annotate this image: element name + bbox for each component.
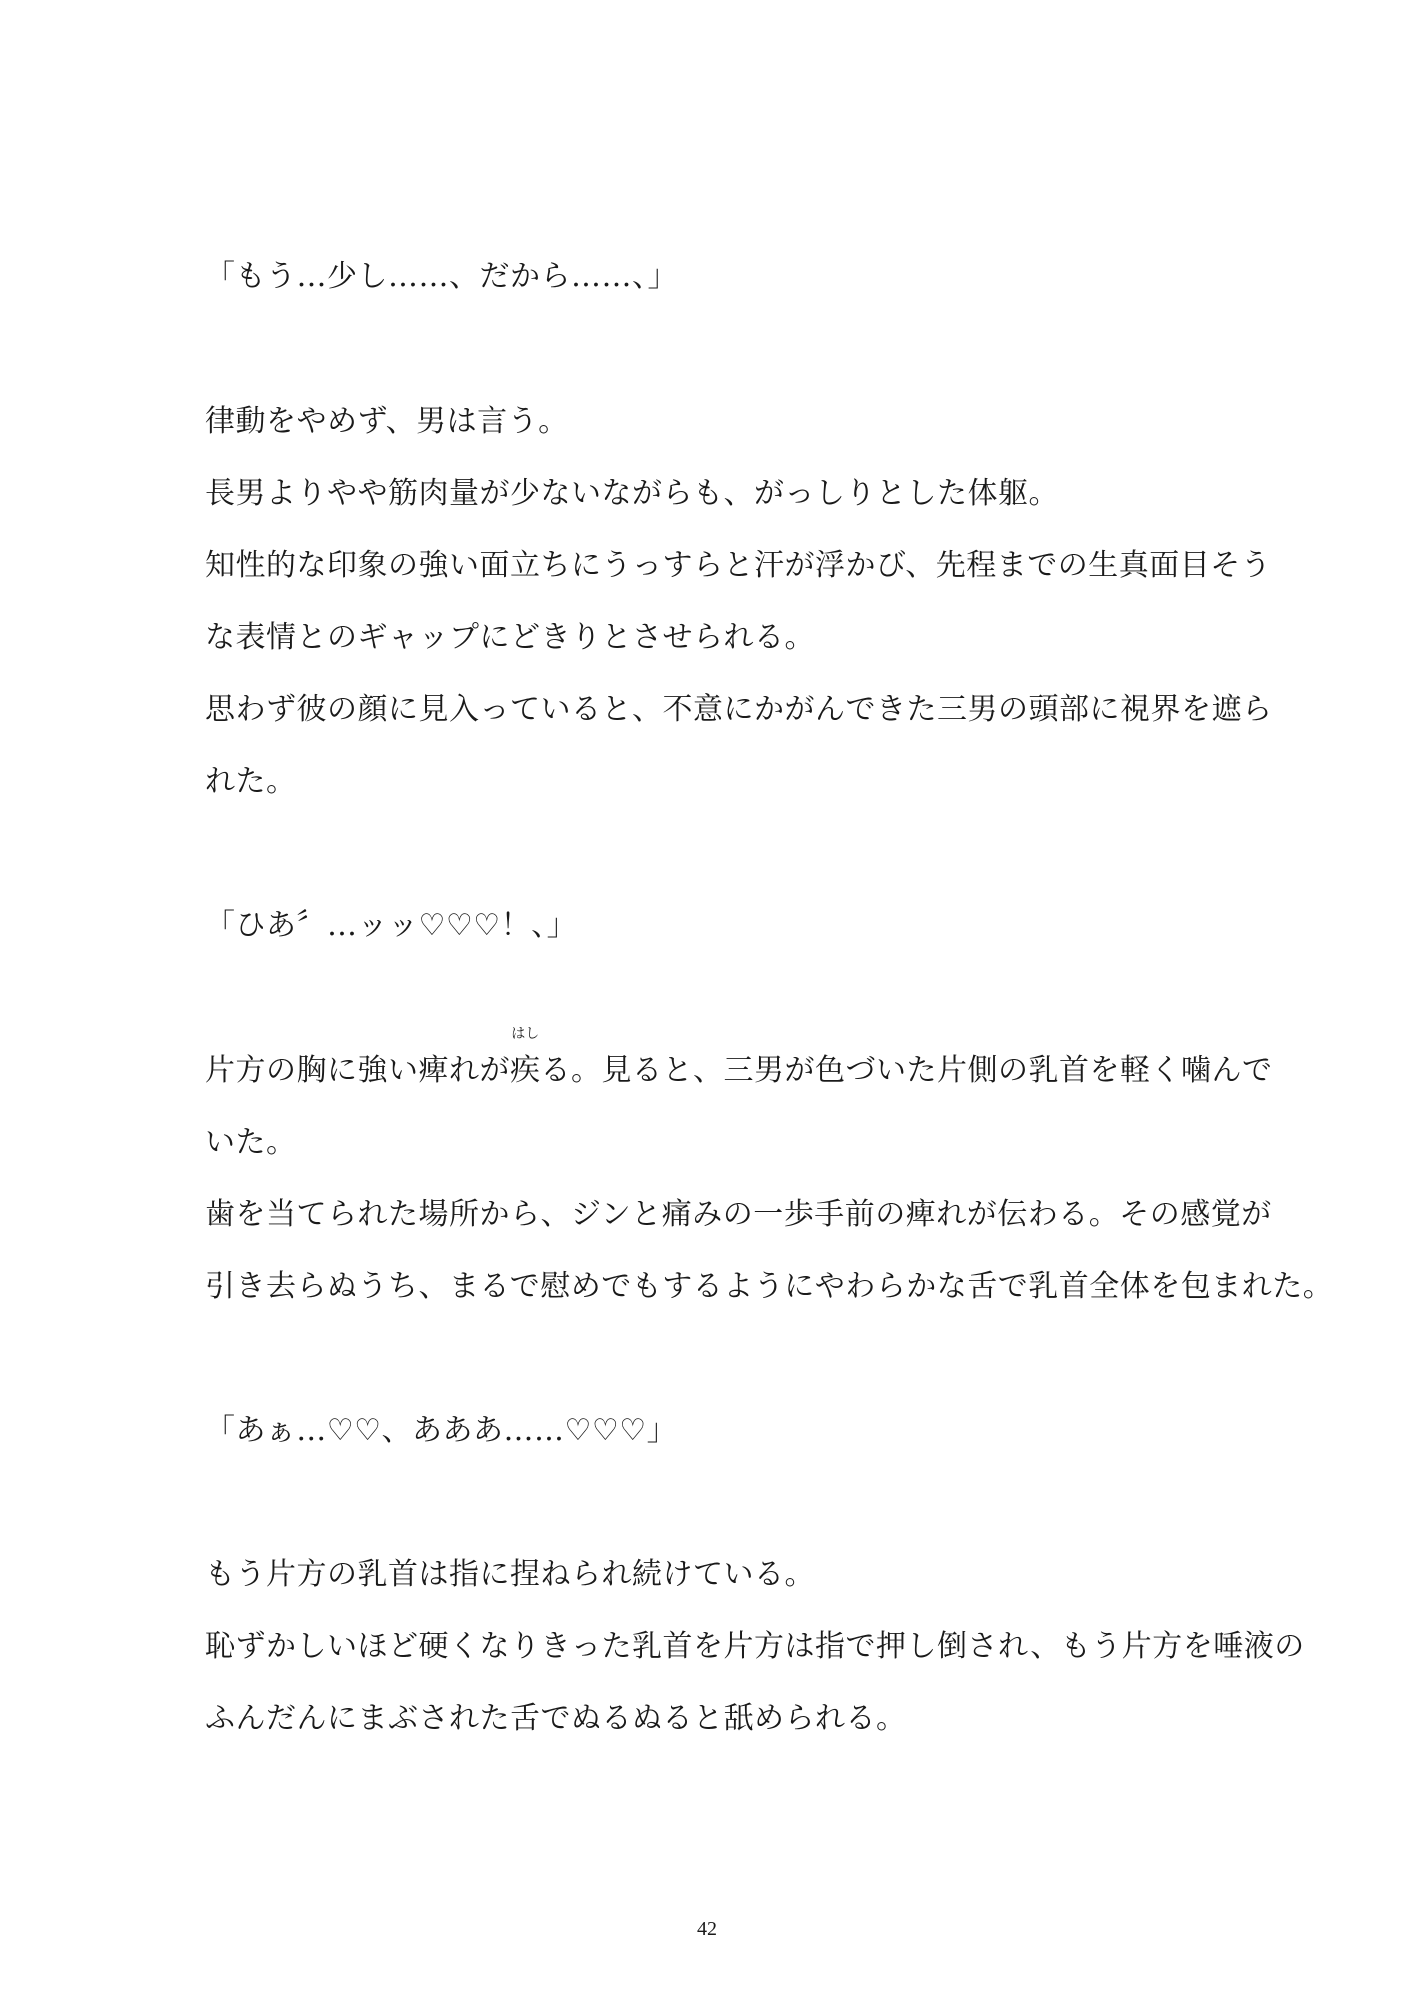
dialogue-line: 「ひあ〞…ッッ♡♡♡！、」 bbox=[205, 908, 578, 943]
text-line: もう片方の乳首は指に捏ねられ続けている。 bbox=[205, 1557, 815, 1592]
text-line-with-ruby bbox=[205, 1026, 1273, 1091]
text-line: 思わず彼の顔に見入っていると、不意にかがんできた三男の頭部に視界を遮ら bbox=[205, 692, 1273, 727]
text-segment: る。見ると、三男が色づいた片側の乳首を軽く噛んで bbox=[540, 1053, 1273, 1088]
text-line: 恥ずかしいほど硬くなりきった乳首を片方は指で押し倒され、もう片方を唾液の bbox=[205, 1629, 1305, 1664]
dialogue-line: 「もう…少し……、だから……、」 bbox=[205, 259, 678, 294]
text-line: 長男よりやや筋肉量が少ないながらも、がっしりとした体躯。 bbox=[205, 476, 1059, 511]
text-line: 知性的な印象の強い面立ちにうっすらと汗が浮かび、先程までの生真面目そう bbox=[205, 548, 1272, 583]
ruby-base: 疾 bbox=[510, 1053, 541, 1088]
text-line: 律動をやめず、男は言う。 bbox=[205, 404, 569, 439]
text-line: れた。 bbox=[205, 764, 297, 799]
page-number: 42 bbox=[697, 1918, 717, 1940]
dialogue-line: 「あぁ…♡♡、あああ……♡♡♡」 bbox=[205, 1413, 678, 1448]
text-line: な表情とのギャップにどきりとさせられる。 bbox=[205, 620, 815, 655]
text-segment: 片方の胸に強い痺れが bbox=[205, 1053, 510, 1088]
ruby-annotation bbox=[510, 1026, 541, 1091]
ruby-reading: はし bbox=[511, 1026, 540, 1042]
text-line: ふんだんにまぶされた舌でぬるぬると舐められる。 bbox=[205, 1701, 907, 1736]
text-line: 引き去らぬうち、まるで慰めでもするようにやわらかな舌で乳首全体を包まれた。 bbox=[205, 1269, 1334, 1304]
text-line: 歯を当てられた場所から、ジンと痛みの一歩手前の痺れが伝わる。その感覚が bbox=[205, 1197, 1272, 1232]
text-line: いた。 bbox=[205, 1125, 297, 1160]
